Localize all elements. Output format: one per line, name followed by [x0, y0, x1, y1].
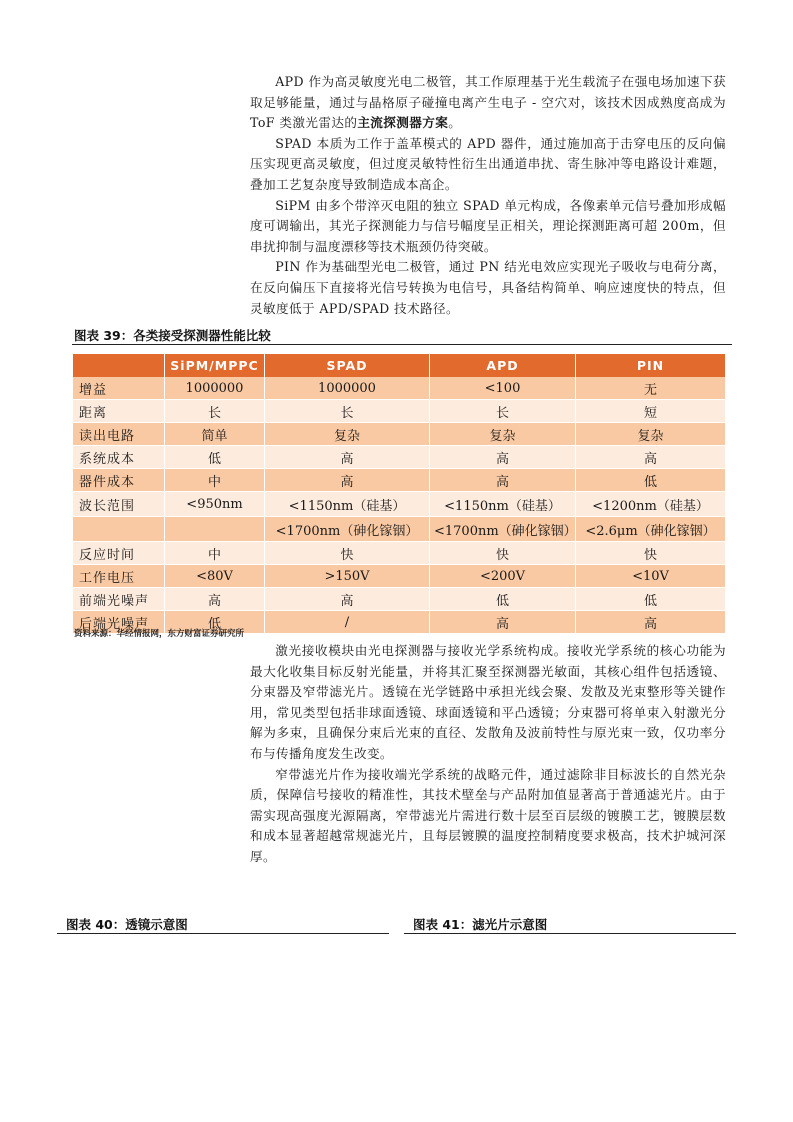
intro-text [250, 72, 726, 319]
table-cell: 长 [265, 400, 430, 423]
table-cell: 高 [576, 611, 725, 634]
table-header-cell: SiPM/MPPC [165, 354, 265, 377]
table-header-cell: APD [430, 354, 576, 377]
row-label: 波长范围 [73, 492, 165, 517]
source-note: 资料来源：华经情报网，东方财富证券研究所 [74, 629, 245, 639]
table-row [73, 517, 725, 542]
table-cell: >150V [265, 565, 430, 588]
table-cell: <1700nm（砷化镓铟） [265, 517, 430, 542]
table-row [73, 542, 725, 565]
paragraph-pin: PIN 作为基础型光电二极管，通过 PN 结光电效应实现光子吸收与电荷分离，在反向偏压下直接将光信号转换为电信号，具备结构简单、响应速度快的特点，但灵敏度低于 APD/SPAD 技术路径。 [250, 259, 726, 316]
table-cell: 中 [165, 469, 265, 492]
paragraph-apd [250, 72, 726, 134]
apd-emphasis: 主流探测器方案 [357, 115, 449, 131]
row-label: 反应时间 [73, 542, 165, 565]
table-cell: 高 [265, 446, 430, 469]
table-cell: 高 [430, 611, 576, 634]
row-label: 增益 [73, 377, 165, 400]
table-cell: <1150nm（硅基） [265, 492, 430, 517]
table-cell: / [265, 611, 430, 634]
table-header-cell: SPAD [265, 354, 430, 377]
table-cell: 简单 [165, 423, 265, 446]
table-cell: 快 [265, 542, 430, 565]
table-row [73, 446, 725, 469]
detector-comparison-table [73, 354, 725, 634]
table-row [73, 565, 725, 588]
table-cell: 高 [576, 446, 725, 469]
table-cell: 1000000 [165, 377, 265, 400]
row-label: 系统成本 [73, 446, 165, 469]
figure-40-rule [57, 933, 389, 934]
table-row [73, 377, 725, 400]
table-cell: 低 [576, 588, 725, 611]
table-cell: 高 [165, 588, 265, 611]
table-cell: 高 [265, 469, 430, 492]
table-cell: 复杂 [265, 423, 430, 446]
row-label: 前端光噪声 [73, 588, 165, 611]
table-row [73, 588, 725, 611]
row-label [73, 517, 165, 542]
table-cell: 长 [165, 400, 265, 423]
table-cell: 1000000 [265, 377, 430, 400]
table-row [73, 400, 725, 423]
table-cell: <200V [430, 565, 576, 588]
paragraph-receiver-module: 激光接收模块由光电探测器与接收光学系统构成。接收光学系统的核心功能为最大化收集目标反射光能量，并将其汇聚至探测器光敏面，其核心组件包括透镜、分束器及窄带滤光片。透镜在光学链路中承担光线会聚、发散及光束整形等关键作用，常见类型包括非球面透镜、球面透镜和平凸透镜；分束器可将单束入射激光分解为多束，且确保分束后光束的直径、发散角及波前特性与原光束一致，仅功率分布与传播角度发生改变。 [250, 643, 726, 761]
table-row [73, 492, 725, 517]
table-cell: <80V [165, 565, 265, 588]
table-cell: <2.6μm（砷化镓铟） [576, 517, 725, 542]
table-cell: 高 [430, 446, 576, 469]
figure-41-title: 图表 41：滤光片示意图 [413, 917, 548, 932]
table-cell: 短 [576, 400, 725, 423]
table-header-cell [73, 354, 165, 377]
paragraph-narrowband-filter: 窄带滤光片作为接收端光学系统的战略元件，通过滤除非目标波长的自然光杂质，保障信号接收的精准性，其技术壁垒与产品附加值显著高于普通滤光片。由于需实现高强度光源隔离，窄带滤光片需进行数十层至百层级的镀膜工艺，镀膜层数和成本显著超越常规滤光片，且每层镀膜的温度控制精度要求极高，技术护城河深厚。 [250, 766, 726, 864]
table-row [73, 469, 725, 492]
apd-end: 。 [448, 115, 462, 131]
table-cell: 复杂 [430, 423, 576, 446]
table-cell: 复杂 [576, 423, 725, 446]
row-label: 距离 [73, 400, 165, 423]
row-label: 器件成本 [73, 469, 165, 492]
figure-40-title: 图表 40：透镜示意图 [66, 917, 188, 932]
table-cell: <950nm [165, 492, 265, 517]
table-cell: 无 [576, 377, 725, 400]
table-cell: 中 [165, 542, 265, 565]
table-cell [165, 517, 265, 542]
table-cell: 高 [430, 469, 576, 492]
paragraph-sipm: SiPM 由多个带淬灭电阻的独立 SPAD 单元构成，各像素单元信号叠加形成幅度可调输出，其光子探测能力与信号幅度呈正相关，理论探测距离可超 200m，但串扰抑制与温度漂移等技术瓶颈仍待突破。 [250, 197, 726, 254]
table-cell: 低 [165, 611, 265, 634]
table-cell: 低 [165, 446, 265, 469]
table-cell: 低 [576, 469, 725, 492]
table-cell: 快 [430, 542, 576, 565]
figure-39-rule [72, 344, 732, 345]
row-label: 后端光噪声 [73, 611, 165, 634]
table-row [73, 423, 725, 446]
paragraph-spad: SPAD 本质为工作于盖革模式的 APD 器件，通过施加高于击穿电压的反向偏压实现更高灵敏度，但过度灵敏特性衍生出通道串扰、寄生脉冲等电路设计难题，叠加工艺复杂度导致制造成本高企。 [250, 135, 726, 192]
row-label: 读出电路 [73, 423, 165, 446]
table-cell: 长 [430, 400, 576, 423]
table-cell: <1200nm（硅基） [576, 492, 725, 517]
apd-text: APD 作为高灵敏度光电二极管，其工作原理基于光生载流子在强电场加速下获取足够能量，通过与晶格原子碰撞电离产生电子 - 空穴对，该技术因成熟度高成为 ToF 类激光雷达的 [250, 74, 726, 131]
row-label: 工作电压 [73, 565, 165, 588]
table-cell: <1700nm（砷化镓铟） [430, 517, 576, 542]
table-cell: 高 [265, 588, 430, 611]
table-header-cell: PIN [576, 354, 725, 377]
table-cell: <1150nm（硅基） [430, 492, 576, 517]
table-cell: 快 [576, 542, 725, 565]
figure-41-rule [404, 933, 736, 934]
body-text [250, 641, 726, 868]
figure-39-title: 图表 39：各类接受探测器性能比较 [74, 328, 271, 343]
table-cell: <10V [576, 565, 725, 588]
table-cell: 低 [430, 588, 576, 611]
table-cell: <100 [430, 377, 576, 400]
table-header-row [73, 354, 725, 377]
